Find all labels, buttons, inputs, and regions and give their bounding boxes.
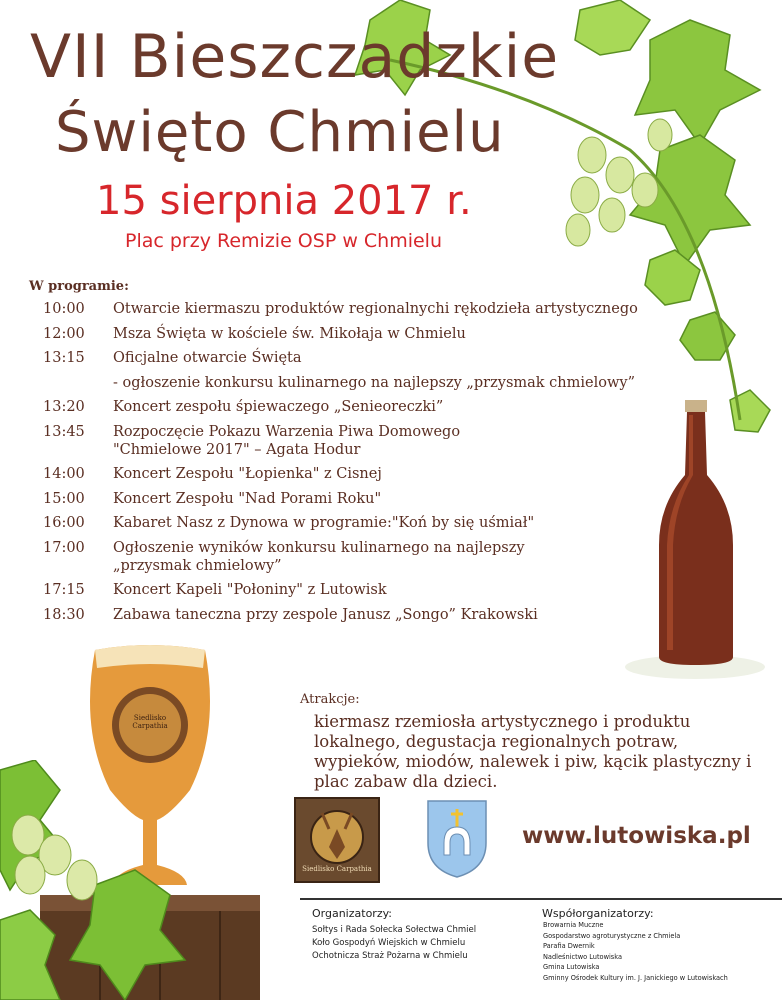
program-time: 13:20 xyxy=(43,399,85,415)
program-item xyxy=(40,349,660,367)
program-description: Zabawa taneczna przy zespole Janusz „Songo” Krakowski xyxy=(113,606,538,623)
coorganizer-item: Browarnia Muczne xyxy=(543,921,604,929)
coorganizer-item: Gospodarstwo agroturystyczne z Chmiela xyxy=(543,931,681,940)
organizers-heading: Organizatorzy: xyxy=(312,907,393,920)
coorganizers-heading: Współorganizatorzy: xyxy=(542,907,654,920)
gmina-coat-of-arms-icon xyxy=(424,797,490,879)
program-item xyxy=(40,581,660,599)
program-time: 18:30 xyxy=(43,606,85,623)
siedlisko-logo-label: Siedlisko Carpathia xyxy=(302,865,372,873)
organizer-item: Sołtys i Rada Sołecka Sołectwa Chmiel xyxy=(312,925,477,935)
program-time xyxy=(40,374,113,392)
program-heading: W programie: xyxy=(29,279,129,294)
organizer-item: Koło Gospodyń Wiejskich w Chmielu xyxy=(312,938,466,948)
program-item xyxy=(40,423,660,459)
program-time: 13:45 xyxy=(43,423,85,440)
program-item xyxy=(40,398,660,416)
program-item xyxy=(40,465,660,483)
coorganizer-item: Parafia Dwernik xyxy=(543,942,595,950)
program-item xyxy=(40,300,660,318)
program-list xyxy=(40,300,660,630)
program-description: Koncert zespołu śpiewaczego „Senieoreczki” xyxy=(113,399,444,415)
website-link[interactable]: www.lutowiska.pl xyxy=(522,823,751,849)
program-item xyxy=(40,490,660,508)
coorganizer-item: Gmina Lutowiska xyxy=(543,963,600,971)
program-time: 10:00 xyxy=(43,301,85,317)
program-description: - ogłoszenie konkursu kulinarnego na najlepszy „przysmak chmielowy” xyxy=(113,374,635,391)
program-description: Otwarcie kiermaszu produktów regionalnychi rękodzieła artystycznego xyxy=(113,301,638,317)
attractions-heading: Atrakcje: xyxy=(300,692,360,707)
event-title-line1: VII Bieszczadzkie xyxy=(30,22,560,92)
program-time: 13:15 xyxy=(43,350,85,366)
event-title-line2: Święto Chmielu xyxy=(55,100,505,165)
program-item xyxy=(40,539,660,575)
program-time: 15:00 xyxy=(43,490,85,507)
program-item xyxy=(40,514,660,532)
glass-badge-label: Siedlisko Carpathia xyxy=(132,714,168,730)
siedlisko-carpathia-logo xyxy=(294,797,380,883)
program-time: 14:00 xyxy=(43,466,85,482)
organizers-list xyxy=(312,924,476,963)
event-place: Plac przy Remizie OSP w Chmielu xyxy=(125,230,442,252)
attractions-text: kiermasz rzemiosła artystycznego i produktu lokalnego, degustacja regionalnych potraw, wypieków, miodów, nalewek i piw, kącik plastyczny i plac zabaw dla dzieci. xyxy=(314,712,752,791)
program-time: 17:00 xyxy=(43,539,85,556)
program-time: 12:00 xyxy=(43,325,85,342)
program-description: Koncert Kapeli "Połoniny" z Lutowisk xyxy=(113,582,387,598)
program-time: 16:00 xyxy=(43,515,85,531)
coorganizer-item: Nadleśnictwo Lutowiska xyxy=(543,952,622,961)
program-item xyxy=(40,325,660,343)
program-description: Msza Święta w kościele św. Mikołaja w Chmielu xyxy=(113,325,466,342)
event-date: 15 sierpnia 2017 r. xyxy=(96,178,472,224)
coorganizers-list xyxy=(543,920,728,983)
organizer-item: Ochotnicza Straż Pożarna w Chmielu xyxy=(312,951,468,961)
coorganizer-item: Gminny Ośrodek Kultury im. J. Janickiego w Lutowiskach xyxy=(543,973,728,982)
program-description: Rozpoczęcie Pokazu Warzenia Piwa Domowego "Chmielowe 2017" – Agata Hodur xyxy=(113,423,461,458)
program-description: Ogłoszenie wyników konkursu kulinarnego na najlepszy „przysmak chmielowy” xyxy=(113,539,525,574)
program-description: Koncert Zespołu "Łopienka" z Cisnej xyxy=(113,466,382,482)
program-description: Oficjalne otwarcie Święta xyxy=(113,350,302,366)
barrel-and-hop-leaves-illustration xyxy=(0,760,300,1000)
organizers-divider xyxy=(300,898,782,900)
program-description: Koncert Zespołu "Nad Porami Roku" xyxy=(113,490,382,507)
program-item xyxy=(40,374,660,392)
program-item xyxy=(40,606,660,624)
program-description: Kabaret Nasz z Dynowa w programie:"Koń by się uśmiał" xyxy=(113,515,535,531)
program-time: 17:15 xyxy=(43,582,85,598)
